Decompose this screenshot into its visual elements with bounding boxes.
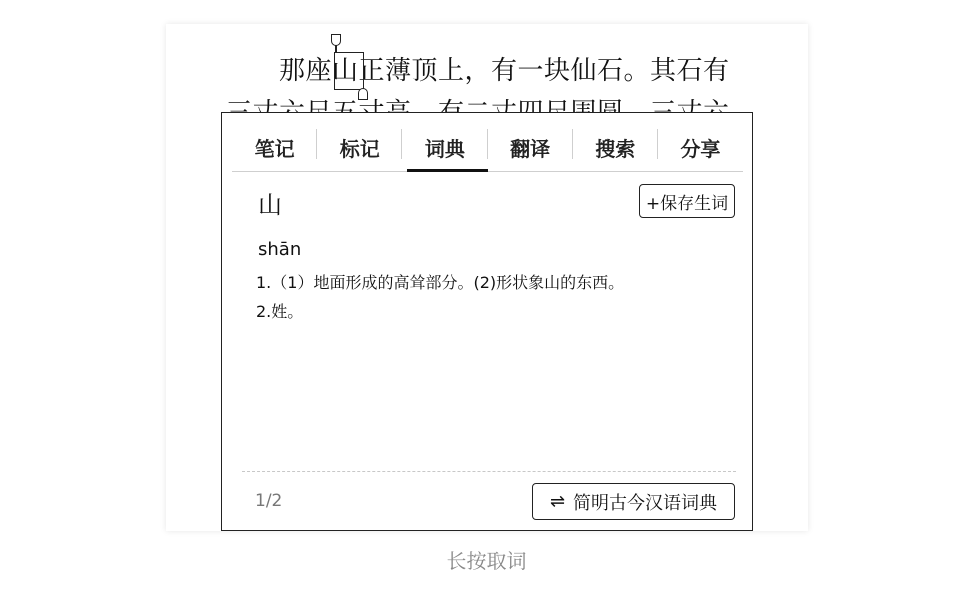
dictionary-popup [221,112,753,531]
reader-text-line[interactable]: 那座山正薄顶上，有一块仙石。其石有 [279,56,730,86]
dictionary-name: 简明古今汉语词典 [573,492,718,514]
popup-tab-bar [232,123,743,172]
swap-icon: ⇌ [549,491,566,512]
selection-start-handle[interactable] [331,34,341,46]
lookup-word: 山 [258,191,282,219]
pinyin: shān [258,239,302,260]
caption: 长按取词 [446,549,527,573]
switch-dictionary-button[interactable] [532,483,735,520]
page-indicator: 1/2 [255,491,283,511]
tab-translate[interactable]: 翻译 [488,123,573,171]
selection-highlight [334,52,364,90]
selection-end-handle[interactable] [358,88,368,100]
save-word-button[interactable]: +保存生词 [639,184,735,218]
tab-share[interactable]: 分享 [680,136,721,161]
definition-line: 1.（1）地面形成的高耸部分。(2)形状象山的东西。 [256,273,625,292]
tab-search[interactable]: 搜索 [573,123,658,171]
tab-dictionary[interactable]: 词典 [402,123,487,171]
dashed-divider [242,471,736,472]
tab-notes[interactable]: 笔记 [232,123,317,171]
tab-mark[interactable]: 标记 [317,123,402,171]
definition-line: 2.姓。 [256,302,304,321]
